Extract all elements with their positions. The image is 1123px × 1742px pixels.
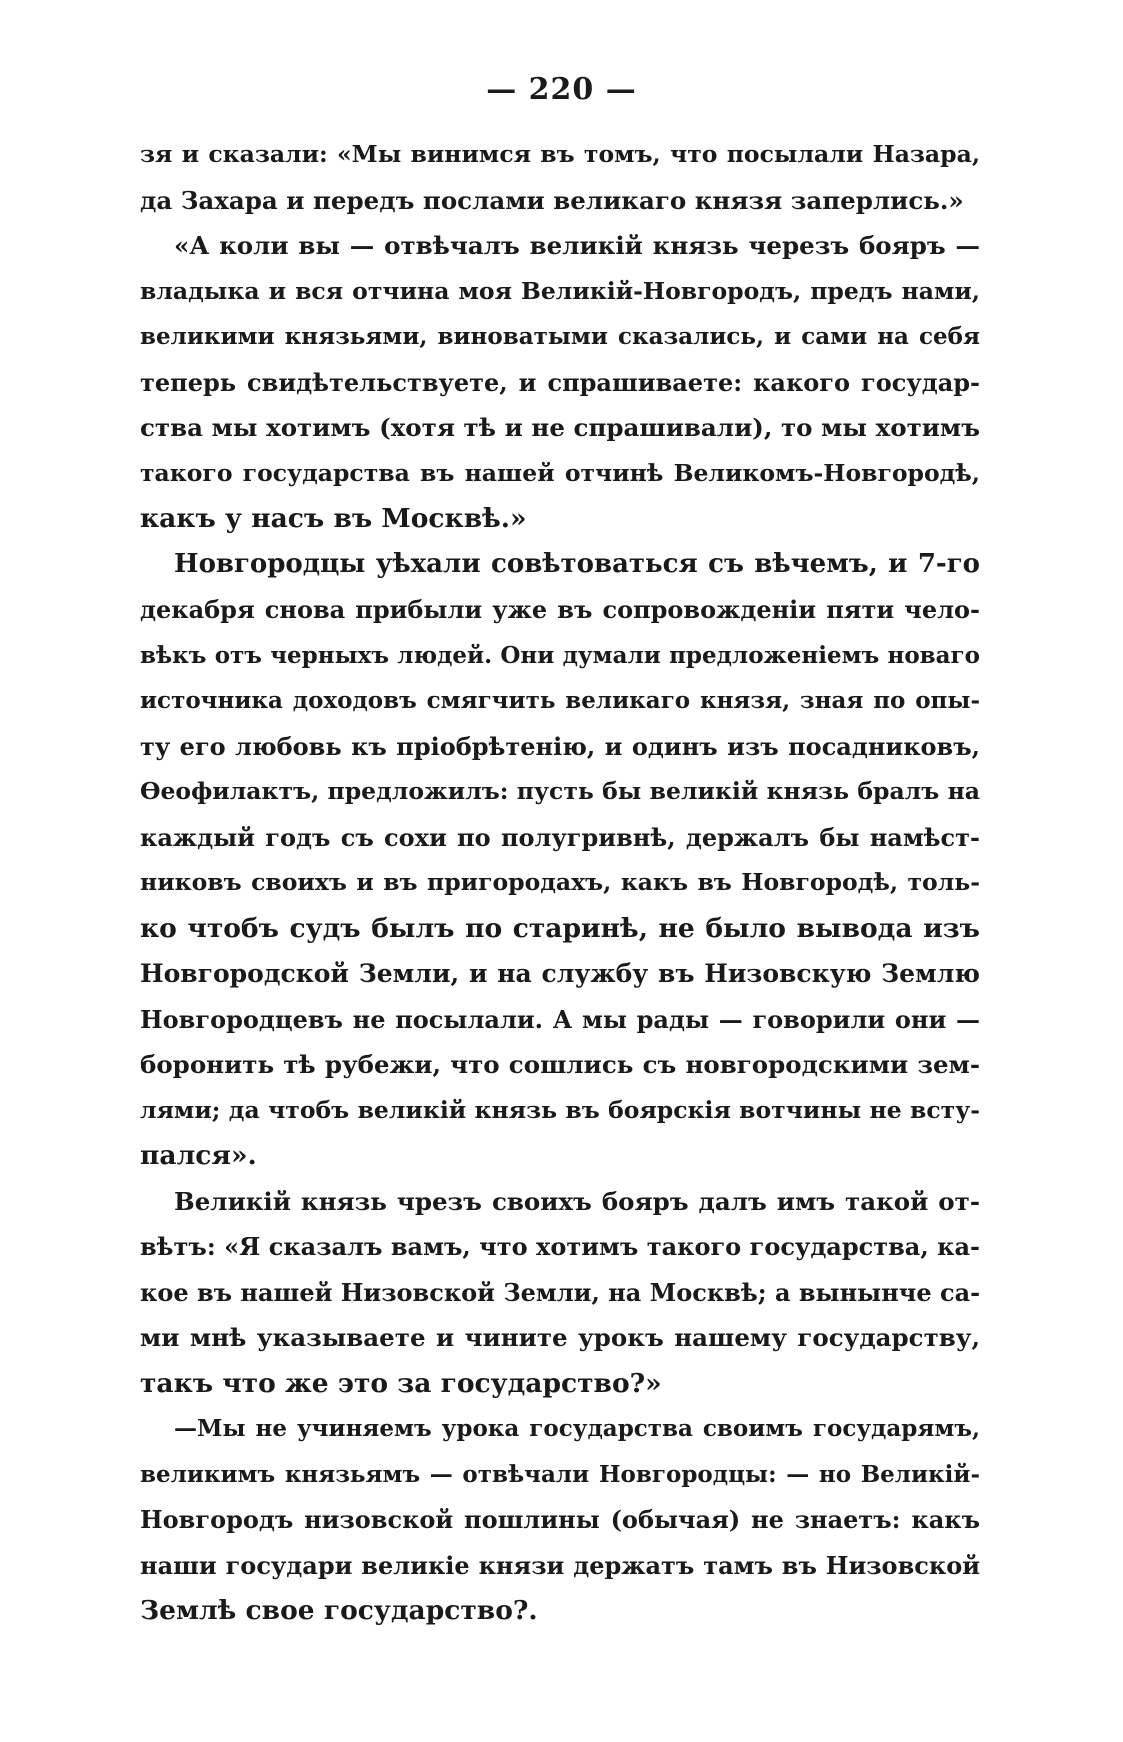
text-line: ства мы хотимъ (хотя тѣ и не спрашивали), то мы хотимъ	[140, 413, 980, 442]
text-line: наши государи великіе князи держатъ тамъ въ Низовской	[140, 1550, 980, 1580]
text-line: Новгородцы уѣхали совѣтоваться съ вѣчемъ, и 7-го	[174, 548, 980, 579]
text-line: —Мы не учиняемъ урока государства своимъ государямъ,	[174, 1415, 980, 1442]
text-line: источника доходовъ смягчить великаго князя, зная по опы-	[140, 687, 980, 714]
text-line: Великій князь чрезъ своихъ бояръ далъ имъ такой от-	[174, 1186, 980, 1216]
text-line: такъ что же это за государство?»	[140, 1367, 662, 1399]
text-line: никовъ своихъ и въ пригородахъ, какъ въ Новгородѣ, толь-	[140, 868, 980, 896]
text-line: великими князьями, виноватыми сказались, и сами на себя	[140, 323, 980, 350]
text-line: вѣкъ отъ черныхъ людей. Они думали предложеніемъ новаго	[140, 641, 980, 669]
text-line: Новгородской Земли, и на службу въ Низовскую Землю	[140, 959, 980, 988]
text-line: декабря снова прибыли уже въ сопровожденіи пяти чело-	[140, 595, 980, 624]
page-number: — 220 —	[486, 72, 637, 107]
text-line: какъ у насъ въ Москвѣ.»	[140, 503, 527, 534]
text-line: Ѳеофилактъ, предложилъ: пусть бы великій князь бралъ на	[140, 777, 980, 805]
text-line: Новгородъ низовской пошлины (обычая) не знаетъ: какъ	[140, 1505, 980, 1534]
text-line: великимъ князьямъ — отвѣчали Новгородцы: — но Великій-	[140, 1460, 980, 1488]
text-line: вѣтъ: «Я сказалъ вамъ, что хотимъ такого государства, ка-	[140, 1232, 980, 1261]
text-line: боронить тѣ рубежи, что сошлись съ новгородскими зем-	[140, 1050, 980, 1079]
text-line: ми мнѣ указываете и чините урокъ нашему государству,	[140, 1323, 980, 1352]
text-line: Землѣ свое государство?.	[140, 1595, 538, 1626]
page-text	[140, 132, 980, 1634]
text-line: «А коли вы — отвѣчалъ великій князь черезъ бояръ —	[174, 231, 980, 260]
text-line: каждый годъ съ сохи по полугривнѣ, держалъ бы намѣст-	[140, 822, 980, 852]
text-line: пался».	[140, 1140, 257, 1171]
text-line: теперь свидѣтельствуете, и спрашиваете: какого государ-	[140, 367, 980, 397]
text-line: ко чтобъ судъ былъ по старинѣ, не было вывода изъ	[140, 912, 980, 944]
text-line: такого государства въ нашей отчинѣ Великомъ-Новгородѣ,	[140, 458, 980, 487]
text-line: зя и сказали: «Мы винимся въ томъ, что посылали Назара,	[140, 140, 980, 168]
text-line: Новгородцевъ не посылали. А мы рады — говорили они —	[140, 1004, 980, 1034]
text-line: лями; да чтобъ великій князь въ боярскія вотчины не всту-	[140, 1095, 980, 1124]
text-line: да Захара и передъ послами великаго князя заперлись.»	[140, 185, 964, 215]
text-line: ту его любовь къ пріобрѣтенію, и одинъ изъ посадниковъ,	[140, 731, 980, 761]
text-line: кое въ нашей Низовской Земли, на Москвѣ; а вынынче са-	[140, 1277, 980, 1307]
text-line: владыка и вся отчина моя Великій-Новгородъ, предъ нами,	[140, 276, 980, 305]
